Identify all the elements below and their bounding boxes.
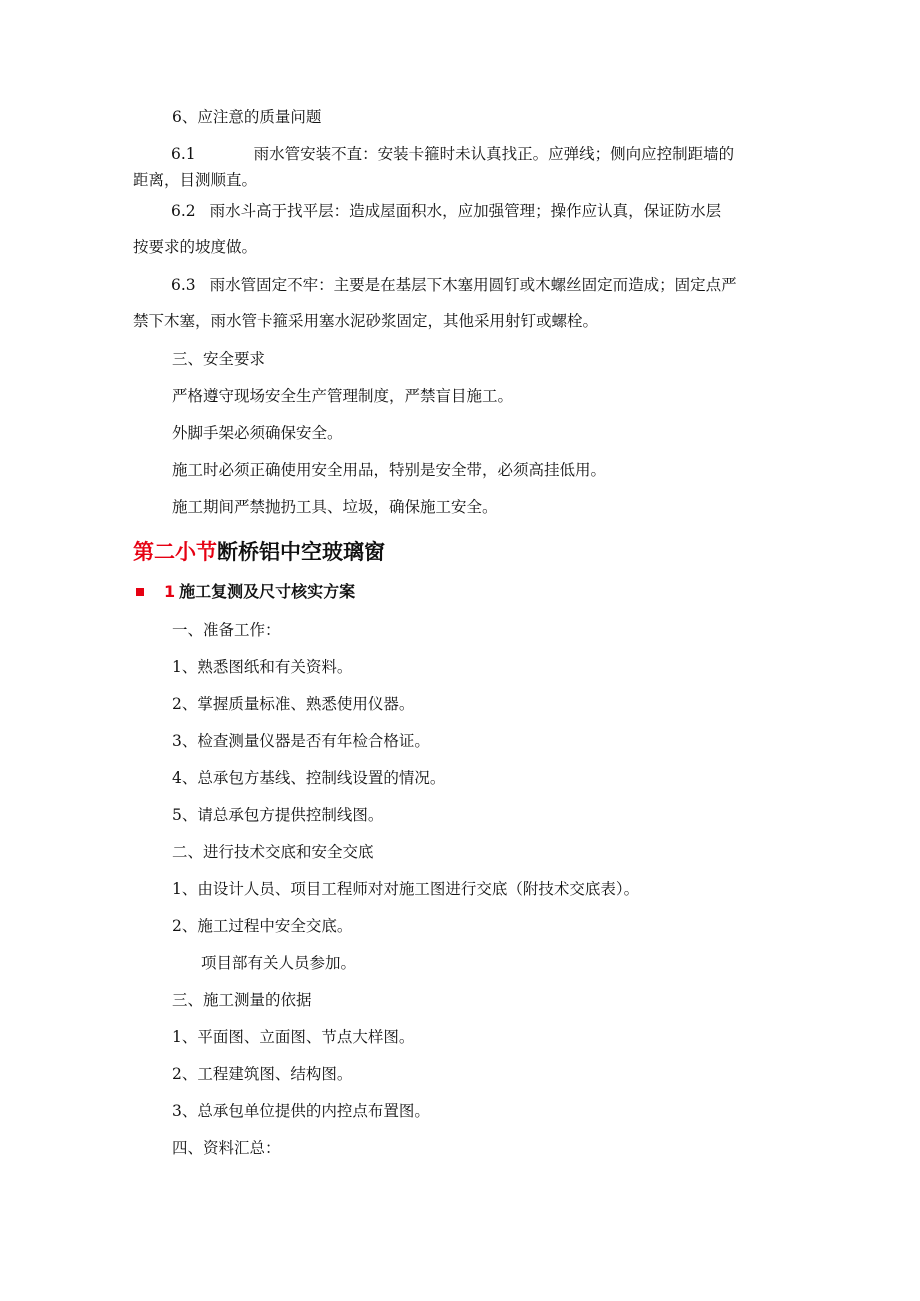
- section-heading: [133, 538, 385, 566]
- item-6-3-number: 6.3: [171, 276, 196, 294]
- item-6-3-line1: 雨水管固定不牢：主要是在基层下木塞用圆钉或木螺丝固定而造成；固定点严: [209, 276, 737, 294]
- subsection-title: 施工复测及尺寸核实方案: [179, 582, 356, 601]
- item-6-3: [133, 272, 793, 334]
- summary-heading: 四、资料汇总：: [172, 1139, 281, 1157]
- subsection-number: 1: [164, 582, 176, 601]
- prep-item-2: 2、掌握质量标准、熟悉使用仪器。: [172, 695, 415, 713]
- safety-heading: 三、安全要求: [172, 350, 266, 368]
- subsection-heading: [136, 581, 355, 603]
- basis-item-2: 2、工程建筑图、结构图。: [172, 1065, 353, 1083]
- item-6-2-number: 6.2: [171, 202, 196, 220]
- prep-item-3: 3、检查测量仪器是否有年检合格证。: [172, 732, 430, 750]
- basis-item-1: 1、平面图、立面图、节点大样图。: [172, 1028, 415, 1046]
- item-6-1: [133, 141, 793, 193]
- brief-heading: 二、进行技术交底和安全交底: [172, 843, 374, 861]
- safety-item-1: 严格遵守现场安全生产管理制度，严禁盲目施工。: [172, 387, 514, 405]
- item-6-1-line2: 距离，目测顺直。: [133, 171, 258, 189]
- prep-item-4: 4、总承包方基线、控制线设置的情况。: [172, 769, 446, 787]
- quality-heading: 6、应注意的质量问题: [172, 108, 322, 126]
- brief-item-1: 1、由设计人员、项目工程师对对施工图进行交底（附技术交底表）。: [172, 880, 640, 898]
- item-6-2-line2: 按要求的坡度做。: [133, 238, 258, 256]
- item-6-2: [133, 198, 793, 260]
- basis-heading: 三、施工测量的依据: [172, 991, 312, 1009]
- brief-item-3: 项目部有关人员参加。: [201, 954, 357, 972]
- square-bullet-icon: [136, 588, 144, 596]
- safety-item-2: 外脚手架必须确保安全。: [172, 424, 343, 442]
- brief-item-2: 2、施工过程中安全交底。: [172, 917, 353, 935]
- safety-item-3: 施工时必须正确使用安全用品，特别是安全带，必须高挂低用。: [172, 461, 607, 479]
- item-6-3-line2: 禁下木塞，雨水管卡箍采用塞水泥砂浆固定，其他采用射钉或螺栓。: [133, 312, 599, 330]
- safety-item-4: 施工期间严禁抛扔工具、垃圾，确保施工安全。: [172, 498, 498, 516]
- section-title: 断桥铝中空玻璃窗: [217, 540, 385, 564]
- basis-item-3: 3、总承包单位提供的内控点布置图。: [172, 1102, 430, 1120]
- prep-item-5: 5、请总承包方提供控制线图。: [172, 806, 384, 824]
- section-prefix: 第二小节: [133, 540, 217, 564]
- prep-item-1: 1、熟悉图纸和有关资料。: [172, 658, 353, 676]
- item-6-1-line1: 雨水管安装不直：安装卡箍时未认真找正。应弹线；侧向应控制距墙的: [253, 145, 735, 163]
- item-6-1-number: 6.1: [171, 145, 196, 163]
- prep-heading: 一、准备工作：: [172, 621, 281, 639]
- item-6-2-line1: 雨水斗高于找平层：造成屋面积水，应加强管理；操作应认真，保证防水层: [209, 202, 722, 220]
